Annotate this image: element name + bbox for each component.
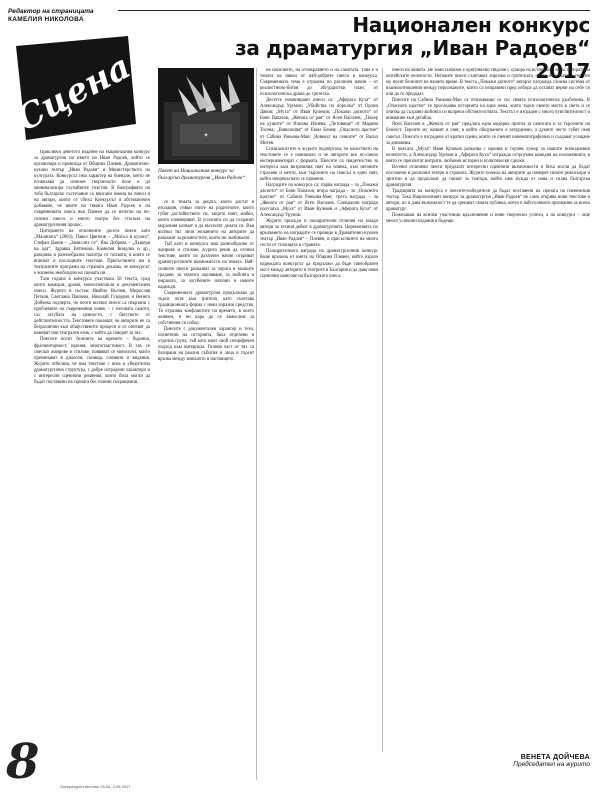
- article-column-4: [386, 68, 590, 752]
- paragraph: Традицията на конкурса е пиесите-победители да бъдат поставени на сцената на плевенския театър. Така Националният конкурс за драматургия „Иван Радоев“ не само открива нови текстове и автори, но и дава възможност те да срещнат своята публика, което е най-голямото признание за всеки драматург.: [386, 188, 590, 213]
- article-author: [470, 754, 590, 768]
- page-editor: [8, 8, 108, 24]
- paragraph: Пожелавам на всички участници вдъхновение и нови творчески успехи, а на конкурса – още много успешни издания в бъдеще.: [386, 213, 590, 225]
- paragraph: Приключи деветото издание на Националния конкурс за драматургия на името на Иван Радоев, който се организира и провежда от Община Плевен, Драматично-куклен театър „Иван Радоев“ и Министерството на културата. Конкурсът има характер на биенале, което не позволява да изчезне творческото поле и да минимализира случайните участия. В биографията на тоба българско състезание са вписани имена на пиеси и на автори, които се сбиха Конкурсът в абтоманичен добавяне, че ивите на тямата Иван Радоев и на съвременната пиеса във Плевен да се изтегли на по-големи пиеси и много театри без стъпала на драматургичния процес.: [34, 150, 150, 228]
- paragraph: Наградите на конкурса са: първа награда – за „Покажи дясното“ от Боян Папазов; втора награда – за „Опасното щастие“ от Сабина Раньова-Ман; трета награда – за „Жената от рая“ от Ясен Василев. Специални награди получиха „Муха“ от Иван Кулеков и „Аферата Куха“ от Александър Урумов.: [260, 182, 378, 219]
- paragraph: Специалистите в журито подчертаха, че качеството на текстовете се е повишило и че авторите все по-смело експериментират с формата. Пиесите са свидетелство за интереса към вътрешния свят на човека, към неговите страхове и мечти, към търсенето на смисъл в един свят, който непрекъснато се променя.: [260, 146, 378, 182]
- column-divider: [256, 68, 257, 780]
- headline-line-1: Национален конкурс: [352, 13, 590, 37]
- editor-name: КАМЕЛИЯ НИКОЛОВА: [8, 16, 84, 23]
- article-column-3: [260, 68, 378, 780]
- paragraph: Пиесите на Сабина Раньова-Ман са отличаващи се със своята психологическа дълбочина. В „Опасното щастие“ тя проследява историята на една жена, която търси своето място в света и се опитва да съхрани любовта си въпреки обстоятелствата. Текстът е изграден с много чувствителност и внимание към детайла.: [386, 98, 590, 122]
- headline-line-2: за драматургия „Иван Радоев“ 2017: [235, 36, 590, 83]
- paragraph: Съвременната драматургия продължава да търси пътя към зрителя, като съчетава традиционната форма с нови изразни средства. Тя отразява конфликтите на времето, в което живеем, и ни кара да се замислим за собствения си избор.: [158, 290, 254, 326]
- paragraph: Ясен Василев в „Жената от рая“ предлага една модерна притча за самотата и за търсенето на близост. Героите му живеят в свят, в който общуването е затруднено, а думите често губят своя смисъл. Пиесата е изградена от кратки сцени, които се сменят кинематографично и създават усещане за динамика.: [386, 122, 590, 146]
- paragraph: Десетте номинирани пиеси са: „Аферата Куха“ от Александър Урумов; „Убийства по поръчка“ от Орлин Дяков; „Муха“ от Иван Кулеков; „Покажи дясното“ от Боян Папазов; „Жената от рая“ от Ясен Василев; „Покер на душите“ от Илиана Илиева; „Летовище“ от Марина Тосева; „Вавилония“ от Емил Бонев; „Опасното щастие“ от Сабина Раньова-Ман; „Човекът на сенките“ от Васил Митев.: [260, 98, 378, 146]
- photo-image: [158, 68, 254, 164]
- paragraph: Журито присъди и поощрителни отличия на млади автори за техния дебют в драматургията. Церемонията по връчването на наградите се проведе в Драматично-куклен театър „Иван Радоев“ – Плевен, в присъствието на много гости от столицата и страната.: [260, 219, 378, 249]
- paragraph: на насилието, на отхвърлянето и на самотата. Това е и темата на някои от най-добрите пиеси в конкурса. Съвременната тема е отразена по различен начин – от реалистично-битов до абсурдистки план, от психологическа драма до гротеска.: [260, 68, 378, 98]
- article-column-2: [158, 200, 254, 770]
- paragraph: Тази година в конкурса участваха 58 текста, сред които комедии, драми, моноспектакли и документални пиеси. Журито в състав: Ивайло Вълчев, Мирослав Петков, Светлана Панчева, Николай Гундеров и Венета Дойчева подчерта, че почти всички пиеси са свързани с проблемите на съвременния човек – с неговата самота, със загубата на ценности, с бягството от действителността. Текстовете показват, че авторите не са безразлични към обществените процеси и се опитват да намерят нов театрален език, с който да говорят за тях.: [34, 276, 150, 337]
- paragraph: Цитирането на отличените досега пиеси като „Малината“ (2003), Павел Цветков – „Мисъл в кулата“, Стефан Цанев – „Замислих се“, Яна Добрева – „Дъщеря на ада“, Здравка Евтимова, Камелия Кондова и др., разкрива и разнообразна палитра от похвати, в която се вписват и последните текстове. Присъствието им в театралните програми на страната доказва, че конкурсът е жизнено необходим на сцената ни.: [34, 228, 150, 276]
- top-rule: [118, 10, 590, 11]
- paragraph: Пиесите с документален характер и тези, посветени на историята, бяха отделени в отделна група, тъй като имат свой специфичен подход към материала. Голяма част от тях са базирани на реални събития и лица и търсят връзка между миналото и настоящето.: [158, 326, 254, 363]
- column-divider: [382, 68, 383, 752]
- author-name: ВЕНЕТА ДОЙЧЕВА: [520, 754, 590, 761]
- paragraph: пиеси на живота. Не Боян Папазов е оригинално свързан с хумора на истинското и със сатирата на житейските нелепости. Неговите пиеси съчетават лиризма и гротеската, смеха и болката, а героите му носят белезите на нашето време. В текста „Покажи дясното“ авторът изгражда сложна система от взаимоотношения между персонажите, които са изправени пред избора да останат верни на себе си или да се предадат.: [386, 68, 590, 98]
- photo-caption: Пакет на Националния конкурс за българска драматургия „Иван Радоев“: [158, 168, 246, 181]
- paragraph: Тъй като в конкурса има разнообразие от жанрове и стилове, журито реши да отличи текстове, които по различен начин откриват драматургичните възможности на темата. Най-силните пиеси разказват за хората в малките градове, за тяхното оцеляване, за любовта и омразата, за загубените илюзии и новите надежди.: [158, 242, 254, 290]
- paragraph: Поощрителната награда на драматургичния конкурс беше връчена от кмета на Община Плевен, който изрази надеждата конкурсът да продължи да бъде своеобразен мост между авторите и театрите в България и да дава нови сценични шансове на българската пиеса.: [260, 249, 378, 279]
- page-footer: Литературен вестник 26.04.-2.05.2017: [60, 784, 131, 789]
- paragraph: Пиесите носят белезите на времето – бързина, фрагментарност, ирония, многопластовост. В тях се смесват жанрове и стилове, появяват се монолози, които преминават в диалози, сънища, спомени и видения. Журито отбеляза, че има текстове с ясна и убедителна драматургична структура, с добре изградени характери и с интересни сценични решения, които биха могли да бъдат поставени на сцената без големи съкращения.: [34, 337, 150, 385]
- rubric-logo-text: Сцена: [9, 46, 138, 140]
- festival-package-photo: [158, 68, 254, 164]
- author-title: Председател на журито: [513, 761, 590, 768]
- rubric-logo: [8, 36, 138, 146]
- paragraph: се и темата за децата, които растат в изолация, извън очите на родителите, които губят достойнството си, защото пият, майки, които изневеряват. В усилията си да съхранят моралния климат и да въплътят делата си. Във всички тях личи желанието на авторите да разкажат за реалностите, които ни заобикалят.: [158, 200, 254, 242]
- article-column-1: [34, 150, 150, 752]
- page-number: 8: [6, 734, 40, 790]
- paragraph: В пиесата „Муха“ Иван Кулеков разказва с ирония и горчив хумор за нашите всекидневни нелепости, а Александър Урумов в „Аферата Куха“ изгражда остроумна комедия на положенията, в която се преплитат интриги, любовни истории и политически сделки.: [386, 146, 590, 164]
- editor-role: Редактор на страницата: [8, 8, 94, 15]
- paragraph: Всички отличени пиеси предлагат интересни сценични възможности и биха могли да бъдат поставени в различни театри в страната. Журито пожела на авторите да намерят своите режисьори и зрители и да продължат да пишат за театъра, който има нужда от нова и силна българска драматургия.: [386, 164, 590, 188]
- svg-text:✦: ✦: [203, 133, 209, 139]
